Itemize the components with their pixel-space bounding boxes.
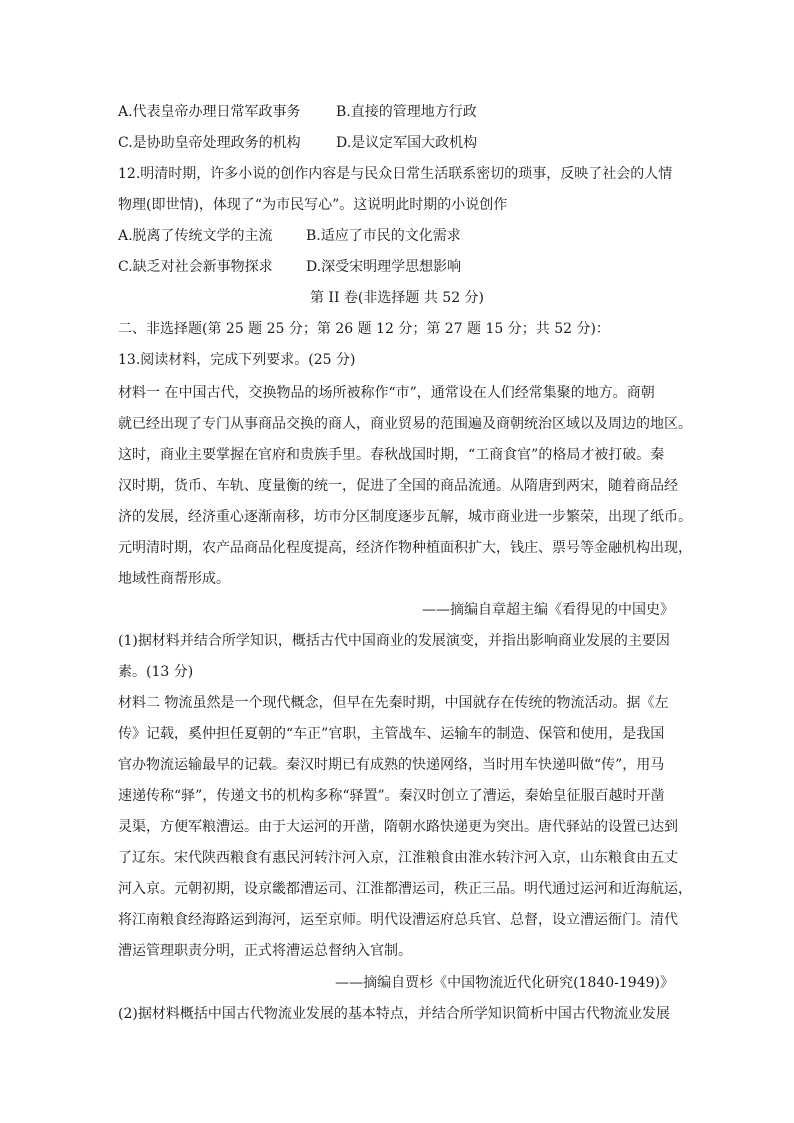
material1-line: 地域性商帮形成。 xyxy=(118,571,230,587)
subquestion1-line: 素。(13 分) xyxy=(118,664,194,680)
material2-source: ——摘编自贾杉《中国物流近代化研究(1840-1949)》 xyxy=(335,975,674,991)
material2-line: 河入京。元朝初期，设京畿都漕运司、江淮都漕运司，秩正三品。明代通过运河和近海航运， xyxy=(118,881,692,897)
q11-option-d: D.是议定军国大政机构 xyxy=(336,135,478,151)
section-heading: 二、非选择题(第 25 题 25 分；第 26 题 12 分；第 27 题 15 分；共 52 分)： xyxy=(118,321,610,337)
material2-line: 了辽东。宋代陕西粮食有惠民河转汴河入京，江淮粮食由淮水转汴河入京，山东粮食由五丈 xyxy=(118,850,678,866)
material2-line: 传》记载，奚仲担任夏朝的“车正”官职，主管战车、运输车的制造、保管和使用，是我国 xyxy=(118,726,665,742)
material1-line: 济的发展，经济重心逐渐南移，坊市分区制度逐步瓦解，城市商业进一步繁荣，出现了纸币。 xyxy=(118,509,692,525)
q12-option-b: B.适应了市民的文化需求 xyxy=(306,228,461,244)
q12-stem-line2: 物理(即世情)，体现了“为市民写心”。这说明此时期的小说创作 xyxy=(118,197,508,213)
material1-line: 材料一 在中国古代，交换物品的场所被称作“市”，通常设在人们经常集聚的地方。商朝 xyxy=(118,385,655,401)
section-title: 第 II 卷(非选择题 共 52 分) xyxy=(309,290,485,306)
q11-option-b: B.直接的管理地方行政 xyxy=(336,104,477,120)
subquestion1-line: (1)据材料并结合所学知识，概括古代中国商业的发展演变，并指出影响商业发展的主要因 xyxy=(118,633,670,649)
material1-line: 就已经出现了专门从事商品交换的商人，商业贸易的范围遍及商朝统治区域以及周边的地区。 xyxy=(118,416,692,432)
material2-line: 将江南粮食经海路运到海河，运至京师。明代设漕运府总兵官、总督，设立漕运衙门。清代 xyxy=(118,912,678,928)
q12-stem-line1: 12.明清时期，许多小说的创作内容是与民众日常生活联系密切的琐事，反映了社会的人情 xyxy=(118,166,673,182)
material2-line: 漕运管理职责分明，正式将漕运总督纳入官制。 xyxy=(118,943,412,959)
material2-line: 速递传称“驿”，传递文书的机构多称“驿置”。秦汉时创立了漕运，秦始皇征服百越时开凿 xyxy=(118,788,665,804)
q12-option-a: A.脱离了传统文学的主流 xyxy=(118,228,273,244)
material2-line: 材料二 物流虽然是一个现代概念，但早在先秦时期，中国就存在传统的物流活动。据《左 xyxy=(118,695,669,711)
q11-option-c: C.是协助皇帝处理政务的机构 xyxy=(118,135,301,151)
material1-source: ——摘编自章超主编《看得见的中国史》 xyxy=(422,602,674,618)
material1-line: 这时，商业主要掌握在官府和贵族手里。春秋战国时期，“工商食官”的格局才被打破。秦 xyxy=(118,447,665,463)
q12-option-d: D.深受宋明理学思想影响 xyxy=(306,259,462,275)
material1-line: 汉时期，货币、车轨、度量衡的统一，促进了全国的商品流通。从隋唐到两宋，随着商品经 xyxy=(118,478,678,494)
material2-line: 灵渠，方便军粮漕运。由于大运河的开凿，隋朝水路快递更为突出。唐代驿站的设置已达到 xyxy=(118,819,678,835)
material2-line: 官办物流运输最早的记载。秦汉时期已有成熟的快递网络，当时用车快递叫做“传”，用马 xyxy=(118,757,665,773)
q12-option-c: C.缺乏对社会新事物探求 xyxy=(118,259,273,275)
subquestion2-line: (2)据材料概括中国古代物流业发展的基本特点，并结合所学知识简析中国古代物流业发展 xyxy=(118,1006,670,1022)
q13-stem: 13.阅读材料，完成下列要求。(25 分) xyxy=(118,352,356,368)
material1-line: 元明清时期，农产品商品化程度提高，经济作物种植面积扩大，钱庄、票号等金融机构出现， xyxy=(118,540,692,556)
q11-option-a: A.代表皇帝办理日常军政事务 xyxy=(118,104,301,120)
